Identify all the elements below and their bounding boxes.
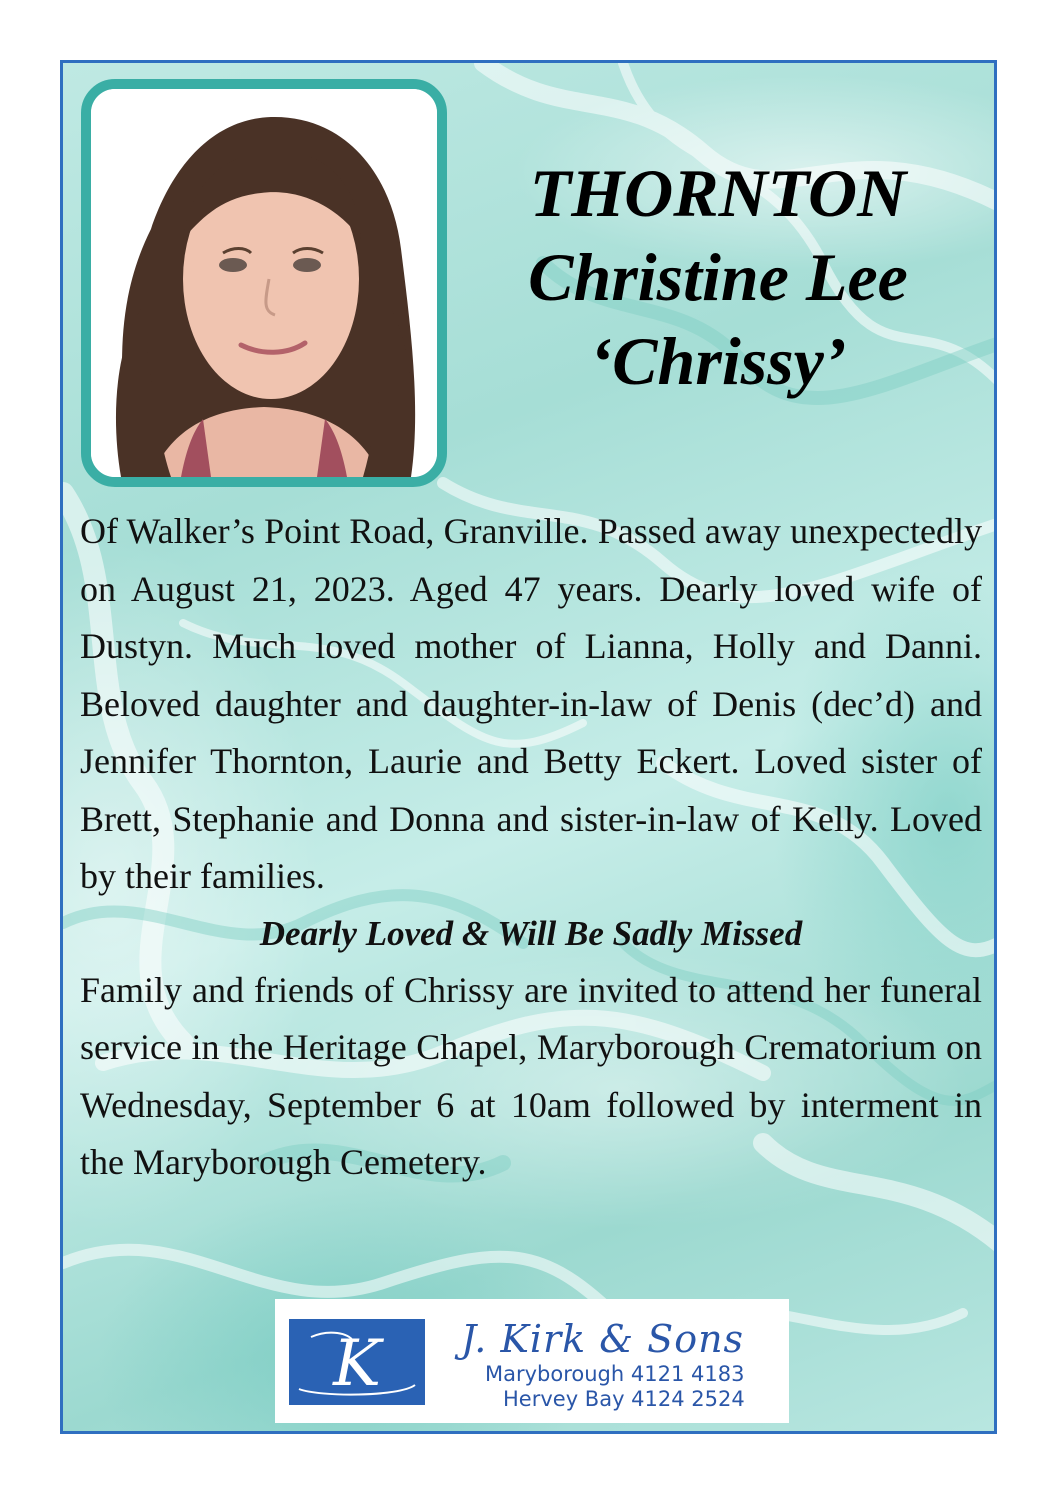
- surname: THORNTON: [529, 155, 907, 231]
- death-notice-card: [60, 60, 997, 1434]
- funeral-director-name: J. Kirk & Sons: [461, 1317, 745, 1361]
- deceased-name-heading: [463, 151, 973, 403]
- nickname: ‘Chrissy’: [589, 323, 847, 399]
- funeral-director-logo: [275, 1299, 789, 1423]
- hervey-bay-phone: Hervey Bay 4124 2524: [503, 1387, 745, 1411]
- portrait-frame: [81, 79, 447, 487]
- monogram-letter: K: [333, 1327, 381, 1401]
- tribute-line: Dearly Loved & Will Be Sadly Missed: [259, 913, 803, 953]
- kirk-monogram-icon: [289, 1319, 425, 1405]
- portrait-photo: [91, 89, 437, 477]
- notice-paragraph-1: Of Walker’s Point Road, Granville. Passed away unexpectedly on August 21, 2023. Aged 47 years. Dearly loved wife of Dustyn. Much loved mother of Lianna, Holly and Danni. Beloved daughter and daughter-in-law of Denis (dec’d) and Jennifer Thornton, Laurie and Betty Eckert. Loved sister of Brett, Stephanie and Donna and sister-in-law of Kelly. Loved by their families.: [80, 511, 982, 896]
- given-names: Christine Lee: [528, 239, 908, 315]
- maryborough-phone: Maryborough 4121 4183: [485, 1362, 745, 1386]
- notice-body: [80, 503, 982, 1192]
- notice-paragraph-2: Family and friends of Chrissy are invited to attend her funeral service in the Heritage Chapel, Maryborough Crematorium on Wednesday, September 6 at 10am followed by interment in the Maryborough Cemetery.: [80, 969, 982, 1182]
